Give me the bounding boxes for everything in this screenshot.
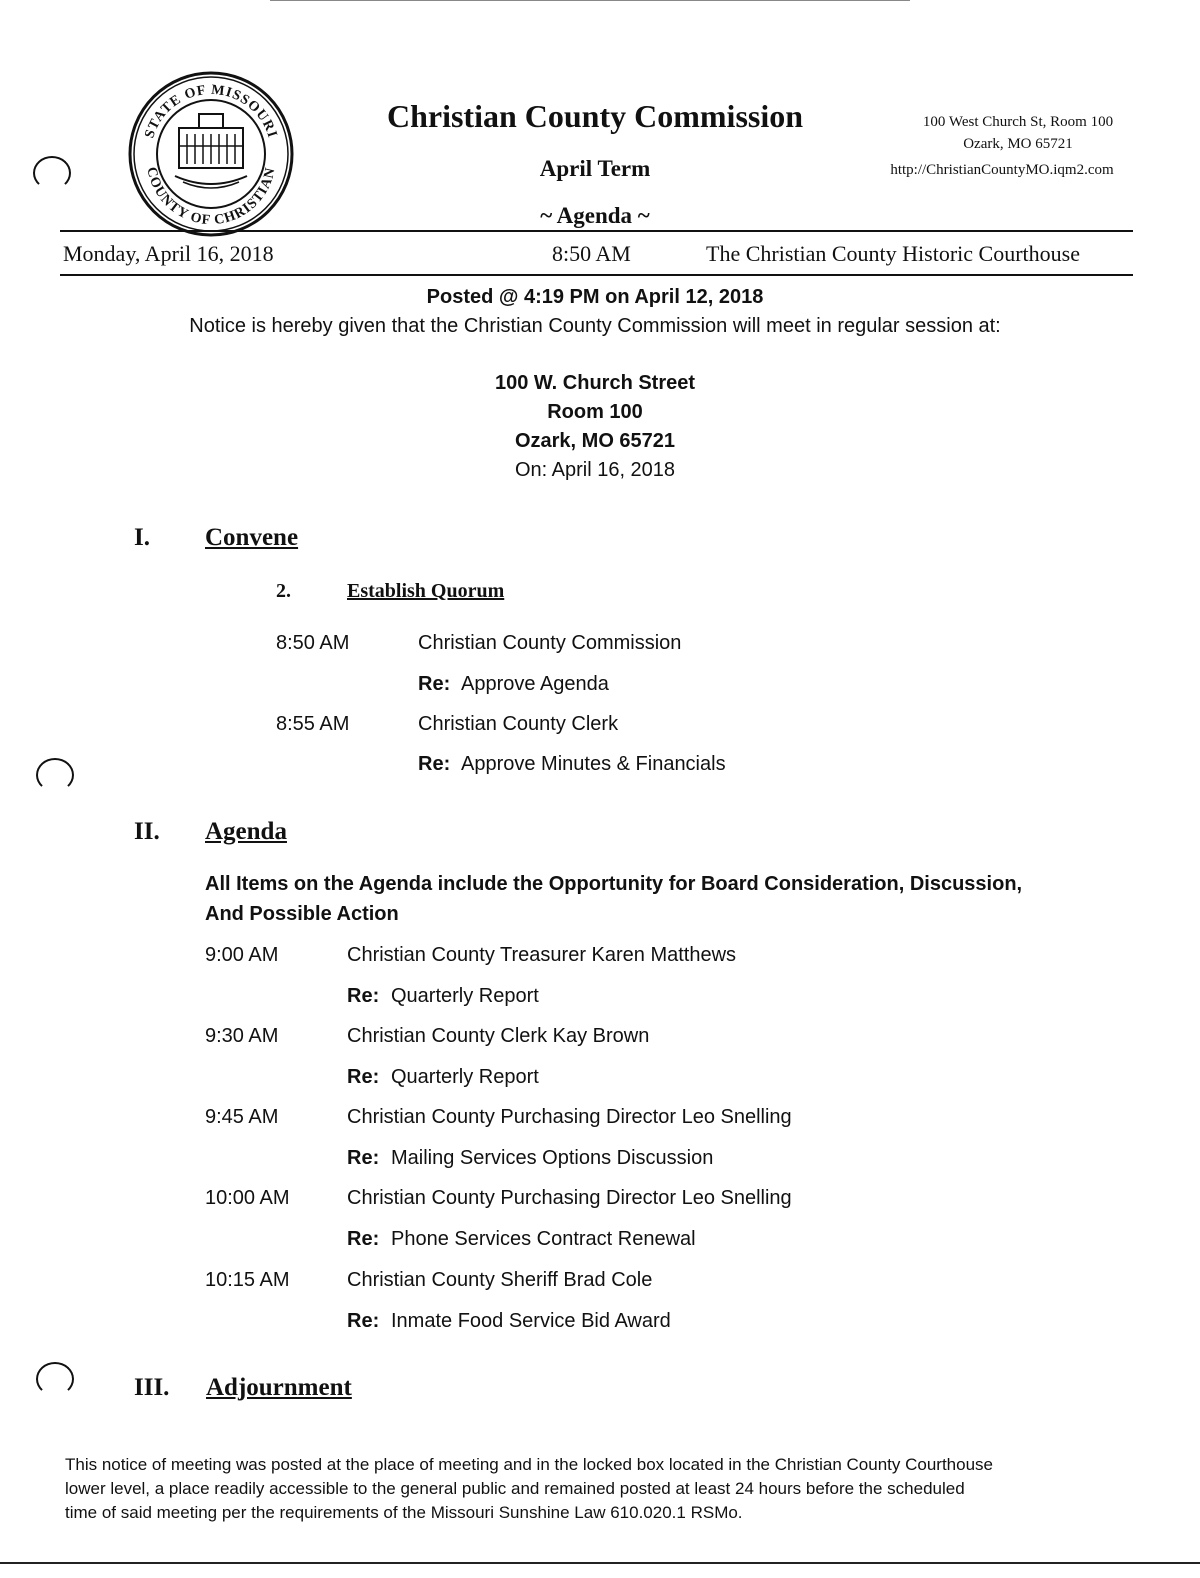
section-title-adjournment: Adjournment: [206, 1374, 352, 1401]
meeting-date: Monday, April 16, 2018: [63, 241, 274, 266]
footer-notice-line1: This notice of meeting was posted at the place of meeting and in the locked box located in the Christian County Courthouse: [65, 1455, 993, 1474]
header-website-link[interactable]: http://ChristianCountyMO.iqm2.com: [890, 162, 1114, 178]
item-presenter: Christian County Purchasing Director Leo Snelling: [347, 1106, 792, 1128]
header-address-line1: 100 West Church St, Room 100: [922, 114, 1114, 130]
item-time: 8:55 AM: [276, 713, 350, 735]
item-re-text: Mailing Services Options Discussion: [391, 1147, 714, 1169]
footer-notice-line3: time of said meeting per the requirements of the Missouri Sunshine Law 610.020.1 RSMo.: [65, 1503, 743, 1522]
section-title-agenda: Agenda: [205, 818, 287, 845]
item-time: 9:30 AM: [205, 1025, 279, 1047]
item-re-text: Quarterly Report: [391, 985, 539, 1007]
footer-notice-line2: lower level, a place readily accessible to the general public and remained posted at least 24 hours before the scheduled: [65, 1479, 965, 1498]
item-time: 9:45 AM: [205, 1106, 279, 1128]
meeting-time: 8:50 AM: [552, 241, 631, 266]
punch-hole: [33, 156, 71, 190]
bottom-scan-line: [0, 1562, 1200, 1564]
item-presenter: Christian County Clerk Kay Brown: [347, 1025, 650, 1047]
item-time: 8:50 AM: [276, 632, 350, 654]
section-numeral: III.: [134, 1374, 170, 1401]
meeting-address-line1: 100 W. Church Street: [494, 372, 696, 394]
punch-hole: [36, 758, 74, 792]
agenda-label: ~ Agenda ~: [540, 203, 650, 228]
item-re-text: Quarterly Report: [391, 1066, 539, 1088]
county-seal-logo: [127, 70, 295, 238]
item-re-label: Re:: [347, 1228, 380, 1250]
item-re-label: Re:: [347, 1066, 380, 1088]
header-rule-top: [60, 230, 1133, 232]
agenda-note-line1: All Items on the Agenda include the Opportunity for Board Consideration, Discussion,: [205, 873, 1023, 895]
item-time: 9:00 AM: [205, 944, 279, 966]
item-re-label: Re:: [418, 673, 451, 695]
item-time: 10:00 AM: [205, 1187, 290, 1209]
item-re-label: Re:: [347, 985, 380, 1007]
section-numeral: II.: [134, 818, 160, 845]
commission-title: Christian County Commission: [386, 98, 804, 134]
term-label: April Term: [539, 156, 651, 181]
meeting-address-line2: Room 100: [547, 401, 643, 423]
header-rule-bottom: [60, 274, 1133, 276]
item-re-label: Re:: [347, 1147, 380, 1169]
notice-intro: Notice is hereby given that the Christian County Commission will meet in regular session at:: [189, 315, 1001, 337]
posted-notice: Posted @ 4:19 PM on April 12, 2018: [426, 286, 764, 308]
item-presenter: Christian County Purchasing Director Leo Snelling: [347, 1187, 792, 1209]
item-presenter: Christian County Treasurer Karen Matthews: [347, 944, 737, 966]
agenda-note-line2: And Possible Action: [205, 903, 399, 925]
section-numeral: I.: [134, 524, 150, 551]
item-re-text: Phone Services Contract Renewal: [391, 1228, 696, 1250]
item-re-text: Approve Agenda: [461, 673, 609, 695]
top-scan-line: [270, 0, 910, 1]
svg-text:STATE OF MISSOURI: STATE OF MISSOURI: [142, 82, 280, 141]
header-address-line2: Ozark, MO 65721: [963, 136, 1073, 152]
subsection-number: 2.: [276, 580, 291, 602]
item-presenter: Christian County Commission: [418, 632, 682, 654]
meeting-location: The Christian County Historic Courthouse: [706, 241, 1080, 266]
item-presenter: Christian County Sheriff Brad Cole: [347, 1269, 653, 1291]
section-title-convene: Convene: [205, 524, 299, 551]
meeting-on-date: On: April 16, 2018: [514, 459, 676, 481]
item-time: 10:15 AM: [205, 1269, 290, 1291]
subsection-title: Establish Quorum: [347, 580, 505, 602]
item-re-text: Inmate Food Service Bid Award: [391, 1310, 671, 1332]
item-re-text: Approve Minutes & Financials: [461, 753, 726, 775]
item-presenter: Christian County Clerk: [418, 713, 619, 735]
item-re-label: Re:: [347, 1310, 380, 1332]
punch-hole: [36, 1362, 74, 1396]
item-re-label: Re:: [418, 753, 451, 775]
meeting-address-line3: Ozark, MO 65721: [514, 430, 676, 452]
svg-text:COUNTY OF CHRISTIAN: COUNTY OF CHRISTIAN: [143, 165, 279, 229]
